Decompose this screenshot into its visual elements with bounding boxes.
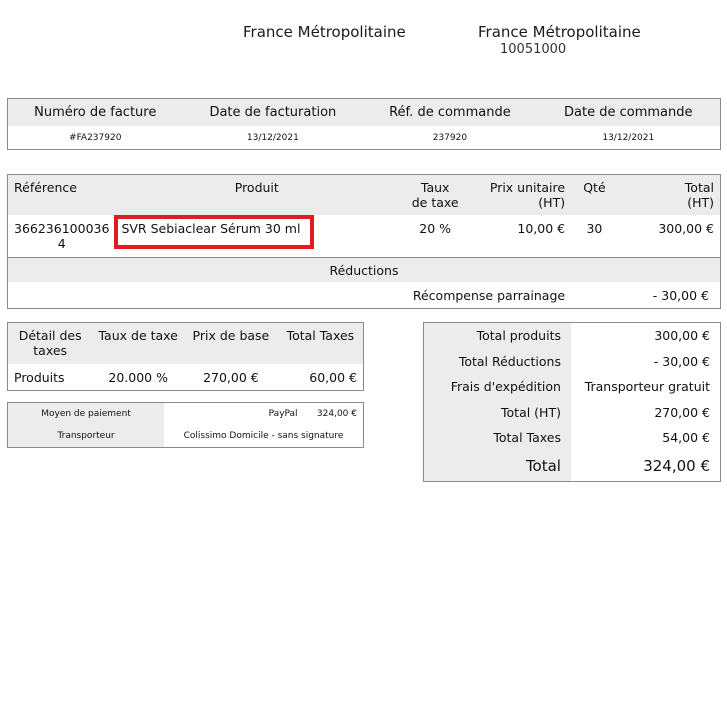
shipping-address-cut-line: 10051000 [500, 42, 567, 57]
total-taxes-value: 54,00 € [662, 430, 710, 446]
reference-header: Référence [14, 180, 77, 195]
grand-total-value: 324,00 € [643, 456, 710, 475]
tax-row-label: Produits [14, 369, 65, 385]
total-ht-label: Total (HT) [424, 400, 571, 426]
tax-total-col-header: Total Taxes [286, 328, 355, 343]
product-table [7, 174, 721, 309]
tax-rate-header: Taux de taxe [411, 180, 459, 210]
invoice-info-table [7, 98, 721, 150]
payment-method-name: PayPal [268, 409, 298, 419]
tax-row-total: 60,00 € [309, 369, 357, 385]
carrier-label: Transporteur [8, 425, 165, 448]
reduction-amount: - 30,00 € [652, 287, 709, 303]
invoice-number-header: Numéro de facture [34, 105, 157, 120]
shipping-address-region: France Métropolitaine [478, 23, 641, 41]
product-tax-rate: 20 % [419, 221, 452, 236]
order-date-header: Date de commande [564, 105, 693, 120]
invoice-date: 13/12/2021 [246, 132, 299, 143]
total-reductions-value: - 30,00 € [653, 353, 710, 369]
unit-price-header: Prix unitaire (HT) [489, 180, 566, 210]
shipping-fee-label: Frais d'expédition [424, 374, 571, 400]
product-reference: 366236100036 4 [14, 221, 110, 251]
qty-header: Qté [583, 180, 606, 195]
shipping-fee-value: Transporteur gratuit [584, 379, 710, 395]
payment-table [7, 402, 364, 448]
tax-detail-table [7, 322, 364, 391]
reductions-title: Réductions [329, 262, 399, 278]
product-total: 300,00 € [658, 221, 714, 236]
totals-table [423, 322, 721, 482]
payment-method-amount: 324,00 € [316, 409, 357, 419]
payment-method-label: Moyen de paiement [8, 403, 165, 426]
total-header: Total (HT) [684, 180, 714, 210]
reduction-label: Récompense parrainage [412, 287, 566, 303]
tax-row-base: 270,00 € [203, 369, 259, 385]
tax-base-col-header: Prix de base [192, 328, 270, 343]
billing-address-region: France Métropolitaine [243, 23, 406, 41]
product-name-cell [115, 215, 398, 258]
total-products-value: 300,00 € [654, 328, 710, 344]
product-qty: 30 [586, 221, 603, 236]
invoice-number: #FA237920 [69, 132, 122, 143]
invoice-date-header: Date de facturation [209, 105, 337, 120]
product-row [8, 215, 721, 258]
reduction-row [8, 282, 721, 309]
total-products-label: Total produits [424, 323, 571, 349]
total-reductions-label: Total Réductions [424, 349, 571, 375]
total-taxes-label: Total Taxes [424, 425, 571, 451]
product-name-highlight [114, 215, 314, 249]
tax-detail-header: Détail des taxes [18, 328, 82, 358]
order-date: 13/12/2021 [602, 132, 655, 143]
tax-detail-row [8, 364, 364, 391]
grand-total-label: Total [424, 451, 571, 482]
total-ht-value: 270,00 € [654, 404, 710, 420]
tax-rate-col-header: Taux de taxe [98, 328, 178, 343]
product-unit-price: 10,00 € [517, 221, 566, 236]
tax-row-rate: 20.000 % [108, 369, 168, 385]
order-ref: 237920 [432, 132, 468, 143]
product-header: Produit [234, 180, 279, 195]
carrier-value: Colissimo Domicile - sans signature [183, 431, 344, 441]
product-name: SVR Sebiaclear Sérum 30 ml [121, 221, 301, 236]
order-ref-header: Réf. de commande [389, 105, 511, 120]
